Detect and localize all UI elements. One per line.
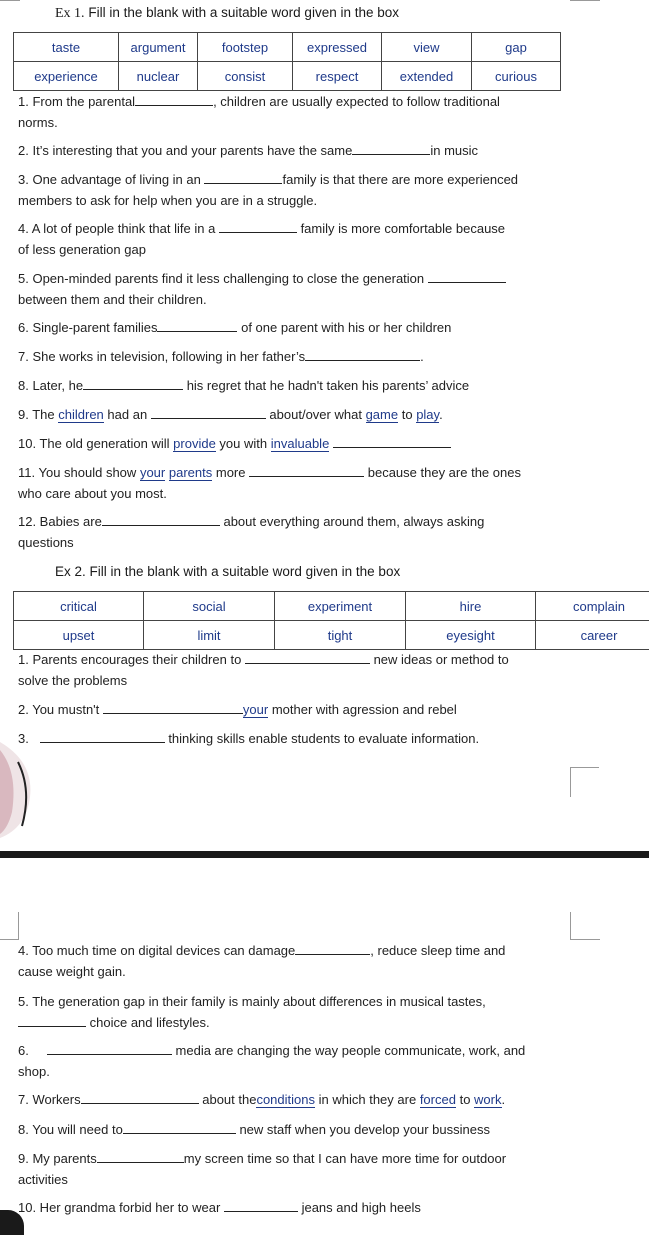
word-cell: taste [14, 33, 119, 62]
word-cell: gap [472, 33, 561, 62]
ex1-question-9: 9. The children had an about/over what game to play. [18, 407, 443, 422]
ex1-question-2: 2. It’s interesting that you and your parents have the same in music [18, 143, 479, 158]
ex2-question-8: 8. You will need to new staff when you develop your bussiness [18, 1122, 490, 1137]
word-cell: eyesight [406, 621, 536, 650]
ex2-question-1-cont: solve the problems [18, 673, 128, 688]
ex1-question-4: 4. A lot of people think that life in a family is more comfortable because [18, 221, 506, 236]
ex1-title: Ex 1. Fill in the blank with a suitable word given in the box [55, 5, 399, 21]
ex2-question-4-cont: cause weight gain. [18, 964, 126, 979]
ex2-title: Ex 2. Fill in the blank with a suitable word given in the box [55, 564, 401, 579]
corner-mark [570, 0, 600, 1]
word-cell: extended [382, 62, 472, 91]
answer-blank[interactable] [224, 1200, 298, 1212]
word-cell: consist [198, 62, 293, 91]
answer-blank[interactable] [157, 320, 237, 332]
word-cell: nuclear [119, 62, 198, 91]
word-cell: limit [144, 621, 275, 650]
ex1-question-8: 8. Later, he his regret that he hadn't taken his parents’ advice [18, 378, 470, 393]
answer-blank[interactable] [123, 1122, 236, 1134]
ex2-question-1: 1. Parents encourages their children to new ideas or method to [18, 652, 509, 667]
ex1-question-7: 7. She works in television, following in her father’s . [18, 349, 424, 364]
corner-mark [0, 0, 20, 1]
answer-blank[interactable] [40, 731, 165, 743]
answer-blank[interactable] [81, 1092, 199, 1104]
word-cell: experiment [275, 592, 406, 621]
answer-blank[interactable] [151, 407, 266, 419]
ex1-question-5: 5. Open-minded parents find it less challenging to close the generation [18, 268, 506, 289]
ex2-question-6: 6. media are changing the way people communicate, work, and [18, 1043, 526, 1058]
ex1-question-6: 6. Single-parent families of one parent with his or her children [18, 320, 452, 335]
corner-mark [0, 939, 19, 940]
ex1-question-11-cont: who care about you most. [18, 486, 167, 501]
answer-blank[interactable] [97, 1151, 184, 1163]
ex2-question-5: 5. The generation gap in their family is mainly about differences in musical tastes, [18, 994, 486, 1009]
word-cell: footstep [198, 33, 293, 62]
word-cell: expressed [293, 33, 382, 62]
answer-blank[interactable] [352, 143, 430, 155]
ex2-question-2: 2. You mustn't your mother with agression and rebel [18, 702, 457, 717]
ex1-question-3: 3. One advantage of living in an family is that there are more experienced [18, 172, 519, 187]
word-cell: upset [14, 621, 144, 650]
ex2-question-7: 7. Workers about theconditions in which they are forced to work. [18, 1092, 506, 1107]
ex2-question-5-cont: choice and lifestyles. [18, 1012, 210, 1033]
word-cell: respect [293, 62, 382, 91]
corner-mark [570, 912, 571, 940]
answer-blank[interactable] [249, 465, 364, 477]
ex2-question-3: 3. thinking skills enable students to evaluate information. [18, 731, 480, 746]
answer-blank[interactable] [102, 514, 220, 526]
ex1-word-box [13, 32, 561, 91]
word-cell: curious [472, 62, 561, 91]
ex2-word-box [13, 591, 649, 650]
answer-blank[interactable] [47, 1043, 172, 1055]
word-cell: critical [14, 592, 144, 621]
ex1-question-12: 12. Babies are about everything around them, always asking [18, 514, 485, 529]
ex1-question-10: 10. The old generation will provide you with invaluable [18, 433, 451, 454]
answer-blank[interactable] [428, 271, 506, 283]
ex1-question-5-cont: between them and their children. [18, 292, 207, 307]
ex1-question-11: 11. You should show your parents more because they are the ones [18, 465, 521, 480]
ex2-question-6-cont: shop. [18, 1064, 50, 1079]
ex2-question-10: 10. Her grandma forbid her to wear jeans and high heels [18, 1200, 421, 1215]
ex1-question-1: 1. From the parental , children are usually expected to follow traditional [18, 94, 500, 109]
word-cell: complain [536, 592, 649, 621]
ex2-question-9: 9. My parents my screen time so that I can have more time for outdoor [18, 1151, 507, 1166]
answer-blank[interactable] [103, 702, 243, 714]
corner-mark [570, 767, 599, 768]
corner-mark [570, 939, 600, 940]
answer-blank[interactable] [245, 652, 370, 664]
answer-blank[interactable] [305, 349, 420, 361]
corner-mark [18, 912, 19, 939]
word-cell: experience [14, 62, 119, 91]
answer-blank[interactable] [18, 1015, 86, 1027]
word-cell: view [382, 33, 472, 62]
word-cell: hire [406, 592, 536, 621]
answer-blank[interactable] [135, 94, 213, 106]
answer-blank[interactable] [295, 943, 370, 955]
ex1-question-1-cont: norms. [18, 115, 58, 130]
ex1-question-3-cont: members to ask for help when you are in a struggle. [18, 193, 318, 208]
ex1-question-4-cont: of less generation gap [18, 242, 146, 257]
word-cell: argument [119, 33, 198, 62]
ex2-question-9-cont: activities [18, 1172, 68, 1187]
ex2-question-4: 4. Too much time on digital devices can damage , reduce sleep time and [18, 943, 506, 958]
word-cell: tight [275, 621, 406, 650]
answer-blank[interactable] [219, 221, 297, 233]
word-cell: career [536, 621, 649, 650]
answer-blank[interactable] [204, 172, 282, 184]
page-divider [0, 851, 649, 858]
answer-blank[interactable] [333, 436, 451, 448]
corner-mark [570, 767, 571, 797]
word-cell: social [144, 592, 275, 621]
photo-fragment [0, 742, 36, 842]
answer-blank[interactable] [83, 378, 183, 390]
ex1-question-12-cont: questions [18, 535, 74, 550]
